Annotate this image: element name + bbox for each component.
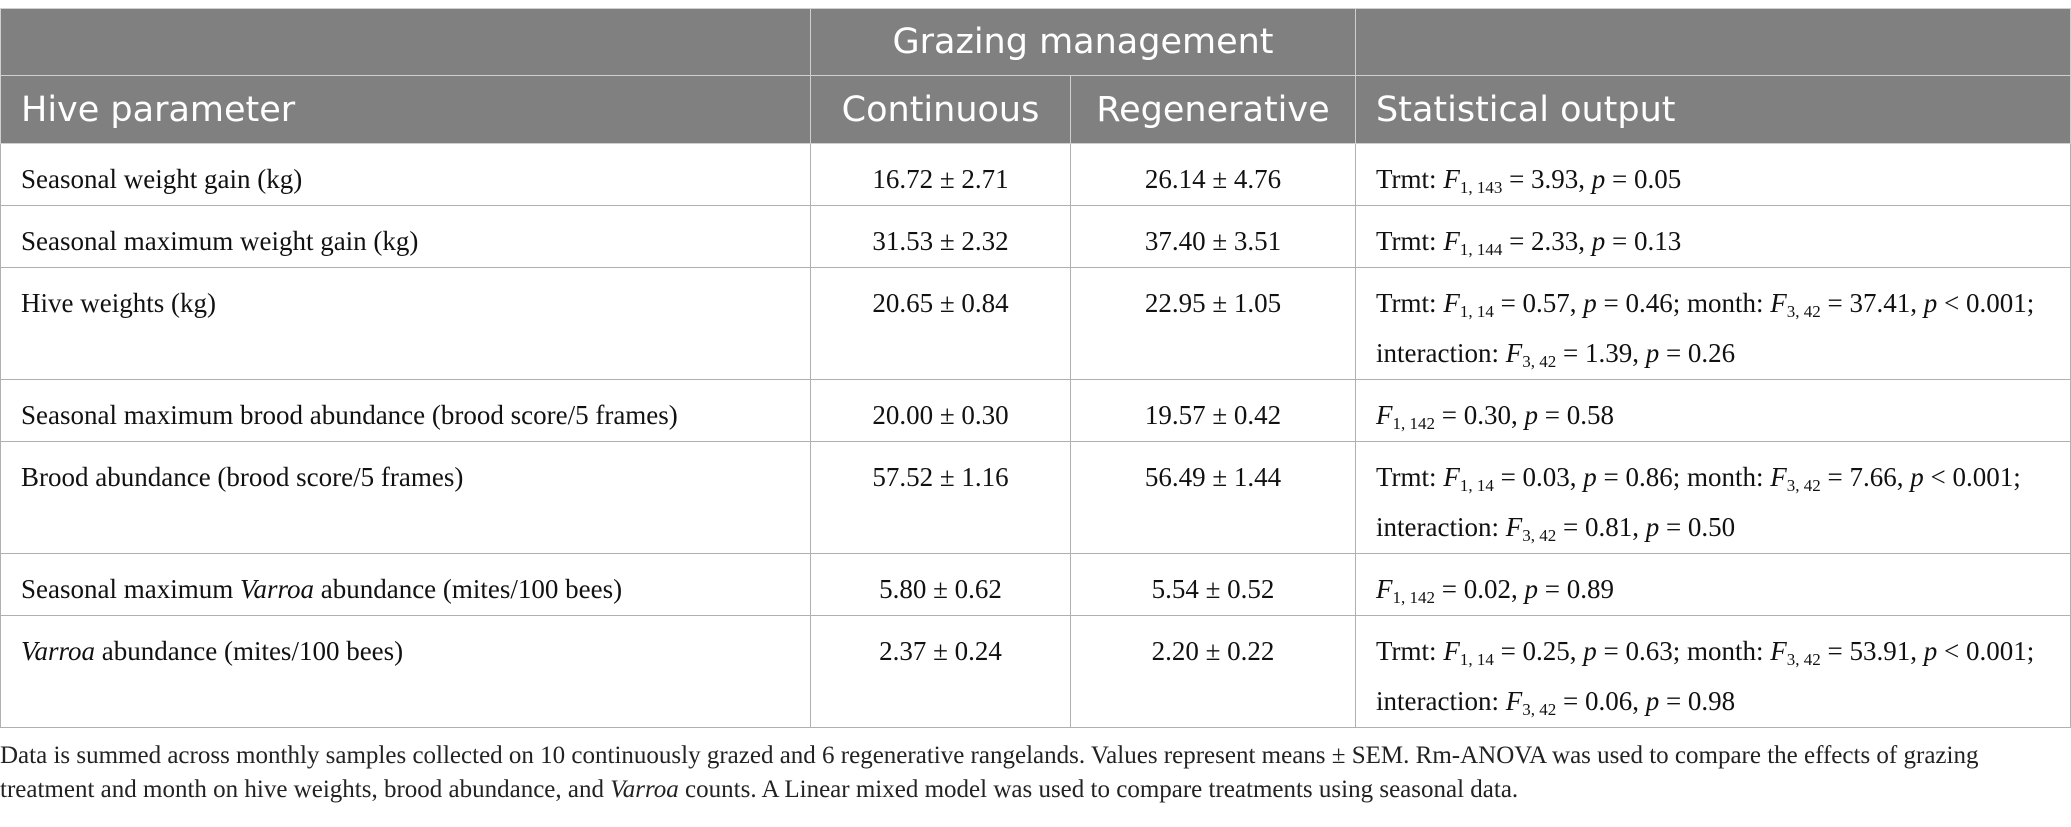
- stat-df: 3, 42: [1786, 302, 1821, 321]
- stat-f-value: = 0.57,: [1493, 288, 1584, 318]
- cell-hive-parameter: [1, 554, 811, 616]
- stat-df: 1, 142: [1392, 588, 1436, 607]
- cell-regenerative: 2.20 ± 0.22: [1071, 616, 1356, 728]
- stat-p-symbol: p: [1583, 462, 1597, 492]
- stat-p-symbol: p: [1910, 462, 1924, 492]
- stat-f-value: = 1.39,: [1556, 338, 1646, 368]
- stat-p-value: = 0.89: [1538, 574, 1614, 604]
- stat-p-value: = 0.50: [1659, 512, 1736, 542]
- stat-p-value: = 0.86; month:: [1596, 462, 1771, 492]
- param-text: Brood abundance (brood score/5 frames): [21, 462, 464, 492]
- stat-f-symbol: F: [1443, 462, 1460, 492]
- stat-df: 3, 42: [1786, 476, 1821, 495]
- stat-f-symbol: F: [1376, 400, 1393, 430]
- param-text: Seasonal maximum: [21, 574, 240, 604]
- table-row: [1, 268, 2071, 380]
- stat-f-symbol: F: [1770, 288, 1787, 318]
- param-italic: Varroa: [21, 636, 96, 666]
- stat-lead: Trmt:: [1376, 462, 1444, 492]
- stat-p-symbol: p: [1645, 512, 1660, 542]
- stat-p-value: = 0.58: [1538, 400, 1614, 430]
- header-empty-right: [1356, 9, 2071, 76]
- cell-continuous: 57.52 ± 1.16: [811, 442, 1071, 554]
- cell-statistical-output: [1356, 616, 2071, 728]
- stat-line: [1376, 278, 2050, 328]
- stat-df: 1, 143: [1459, 178, 1503, 197]
- cell-statistical-output: [1356, 442, 2071, 554]
- stat-f-value: = 53.91,: [1820, 636, 1924, 666]
- stat-f-value: = 2.33,: [1502, 226, 1592, 256]
- stat-df: 3, 42: [1522, 700, 1557, 719]
- table-row: [1, 206, 2071, 268]
- cell-regenerative: 56.49 ± 1.44: [1071, 442, 1356, 554]
- stat-f-value: = 7.66,: [1820, 462, 1911, 492]
- header-row-columns: [1, 76, 2071, 144]
- stat-lead: interaction:: [1376, 512, 1506, 542]
- param-italic: Varroa: [239, 574, 314, 604]
- table-row: [1, 442, 2071, 554]
- cell-statistical-output: [1356, 268, 2071, 380]
- cell-regenerative: 22.95 ± 1.05: [1071, 268, 1356, 380]
- stat-df: 1, 14: [1459, 476, 1494, 495]
- header-continuous: Continuous: [811, 76, 1071, 144]
- cell-continuous: 5.80 ± 0.62: [811, 554, 1071, 616]
- stat-lead: interaction:: [1376, 338, 1506, 368]
- stat-f-symbol: F: [1505, 686, 1523, 716]
- stat-lead: Trmt:: [1376, 164, 1444, 194]
- stat-f-symbol: F: [1770, 636, 1787, 666]
- stat-p-value: = 0.63; month:: [1596, 636, 1771, 666]
- footnote-text: [0, 739, 2060, 807]
- footnote-part1: Data is summed across monthly samples collected on 10 continuously grazed and 6 regenerative rangelands. Values represent means ± SEM. Rm-ANOVA was used to compare the effects of grazing treatment and month on hive weights, brood abundance, and: [0, 742, 1979, 803]
- stat-p-symbol: p: [1591, 226, 1606, 256]
- stat-line: [1376, 452, 2050, 502]
- cell-statistical-output: [1356, 206, 2071, 268]
- stat-f-value: = 0.03,: [1493, 462, 1584, 492]
- stat-f-symbol: F: [1443, 288, 1460, 318]
- stat-lead: Trmt:: [1376, 636, 1444, 666]
- stat-f-value: = 0.25,: [1493, 636, 1584, 666]
- stat-p-value: < 0.001;: [1937, 288, 2035, 318]
- param-text-suffix: abundance (mites/100 bees): [95, 636, 404, 666]
- stat-p-value: = 0.05: [1605, 164, 1682, 194]
- cell-hive-parameter: [1, 268, 811, 380]
- stat-f-value: = 0.06,: [1556, 686, 1646, 716]
- table-figure: [0, 8, 2071, 807]
- cell-hive-parameter: [1, 442, 811, 554]
- cell-hive-parameter: [1, 380, 811, 442]
- cell-hive-parameter: [1, 206, 811, 268]
- stat-f-value: = 0.81,: [1556, 512, 1646, 542]
- table-row: [1, 380, 2071, 442]
- cell-statistical-output: [1356, 380, 2071, 442]
- stat-p-value: < 0.001;: [1923, 462, 2021, 492]
- stat-line: [1376, 216, 2050, 266]
- stat-p-value: = 0.13: [1605, 226, 1682, 256]
- stat-f-value: = 3.93,: [1502, 164, 1592, 194]
- table-header: [1, 9, 2071, 144]
- stat-df: 1, 142: [1392, 414, 1436, 433]
- cell-statistical-output: [1356, 144, 2071, 206]
- cell-regenerative: 37.40 ± 3.51: [1071, 206, 1356, 268]
- stat-f-symbol: F: [1376, 574, 1393, 604]
- header-empty-left: [1, 9, 811, 76]
- stat-line: [1376, 564, 2050, 614]
- stat-p-symbol: p: [1591, 164, 1606, 194]
- stat-lead: Trmt:: [1376, 288, 1444, 318]
- stat-line: [1376, 676, 2050, 726]
- stat-df: 3, 42: [1522, 526, 1557, 545]
- cell-statistical-output: [1356, 554, 2071, 616]
- stat-f-symbol: F: [1770, 462, 1787, 492]
- stat-df: 3, 42: [1522, 352, 1557, 371]
- stat-p-symbol: p: [1923, 288, 1938, 318]
- hive-parameter-table: [0, 8, 2071, 728]
- stat-p-value: = 0.46; month:: [1596, 288, 1771, 318]
- stat-p-value: = 0.26: [1659, 338, 1736, 368]
- param-text: Seasonal weight gain (kg): [21, 164, 303, 194]
- stat-line: [1376, 154, 2050, 204]
- stat-p-symbol: p: [1524, 400, 1538, 430]
- stat-p-symbol: p: [1923, 636, 1938, 666]
- table-row: [1, 616, 2071, 728]
- table-footnote: [0, 739, 2060, 807]
- stat-p-symbol: p: [1645, 338, 1660, 368]
- header-statistical-output: Statistical output: [1356, 76, 2071, 144]
- cell-regenerative: 26.14 ± 4.76: [1071, 144, 1356, 206]
- stat-f-symbol: F: [1443, 226, 1460, 256]
- param-text: Hive weights (kg): [21, 288, 216, 318]
- stat-f-symbol: F: [1443, 636, 1460, 666]
- stat-f-symbol: F: [1505, 512, 1523, 542]
- param-text: Seasonal maximum brood abundance (brood score/5 frames): [21, 400, 678, 430]
- stat-f-value: = 37.41,: [1820, 288, 1924, 318]
- cell-regenerative: 5.54 ± 0.52: [1071, 554, 1356, 616]
- table-row: [1, 554, 2071, 616]
- stat-df: 1, 14: [1459, 650, 1494, 669]
- cell-continuous: 20.00 ± 0.30: [811, 380, 1071, 442]
- footnote-part2: counts. A Linear mixed model was used to compare treatments using seasonal data.: [678, 776, 1519, 803]
- stat-line: [1376, 390, 2050, 440]
- param-text: Seasonal maximum weight gain (kg): [21, 226, 419, 256]
- stat-p-symbol: p: [1583, 288, 1597, 318]
- header-row-group: [1, 9, 2071, 76]
- table-body: [1, 144, 2071, 728]
- stat-p-symbol: p: [1583, 636, 1597, 666]
- stat-line: [1376, 626, 2050, 676]
- stat-f-symbol: F: [1505, 338, 1523, 368]
- table-row: [1, 144, 2071, 206]
- cell-continuous: 20.65 ± 0.84: [811, 268, 1071, 380]
- stat-df: 1, 144: [1459, 240, 1503, 259]
- stat-lead: Trmt:: [1376, 226, 1444, 256]
- param-text-suffix: abundance (mites/100 bees): [313, 574, 623, 604]
- header-grazing-management: Grazing management: [811, 9, 1356, 76]
- stat-f-value: = 0.02,: [1435, 574, 1525, 604]
- stat-f-symbol: F: [1443, 164, 1460, 194]
- cell-hive-parameter: [1, 144, 811, 206]
- cell-continuous: 16.72 ± 2.71: [811, 144, 1071, 206]
- cell-continuous: 31.53 ± 2.32: [811, 206, 1071, 268]
- stat-df: 1, 14: [1459, 302, 1494, 321]
- cell-regenerative: 19.57 ± 0.42: [1071, 380, 1356, 442]
- stat-df: 3, 42: [1786, 650, 1821, 669]
- header-regenerative: Regenerative: [1071, 76, 1356, 144]
- stat-p-value: = 0.98: [1659, 686, 1736, 716]
- stat-p-symbol: p: [1645, 686, 1660, 716]
- stat-line: [1376, 328, 2050, 378]
- header-hive-parameter: Hive parameter: [1, 76, 811, 144]
- stat-line: [1376, 502, 2050, 552]
- cell-continuous: 2.37 ± 0.24: [811, 616, 1071, 728]
- stat-p-symbol: p: [1524, 574, 1538, 604]
- stat-f-value: = 0.30,: [1435, 400, 1525, 430]
- stat-lead: interaction:: [1376, 686, 1506, 716]
- stat-p-value: < 0.001;: [1937, 636, 2035, 666]
- cell-hive-parameter: [1, 616, 811, 728]
- footnote-italic: Varroa: [610, 776, 679, 803]
